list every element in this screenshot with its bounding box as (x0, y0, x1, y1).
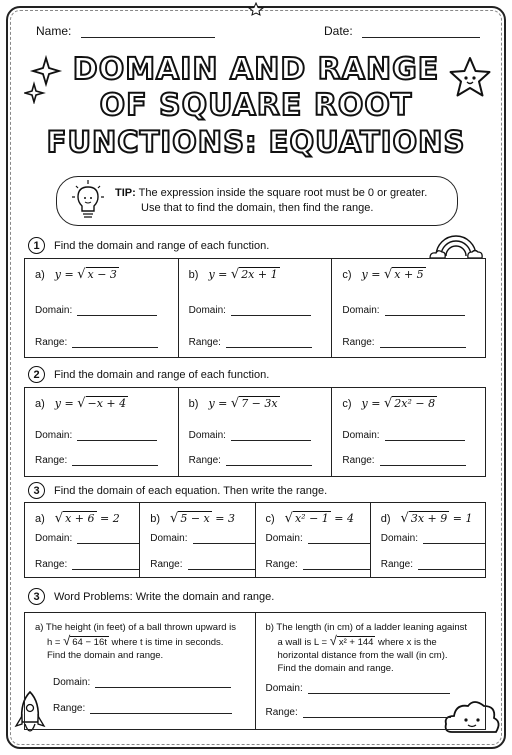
word-problem-line: Find the domain and range. (47, 650, 164, 661)
range-answer-line[interactable] (90, 704, 232, 714)
problem-letter: b) (188, 269, 199, 281)
section-3-grid (24, 502, 486, 578)
range-label: Range: (265, 707, 298, 718)
tip-text (115, 186, 455, 216)
range-field (35, 337, 158, 348)
word-problems-grid (24, 612, 486, 730)
section-number: 3 (28, 482, 45, 499)
problem-letter: c) (265, 513, 275, 525)
problem-3c (266, 511, 355, 526)
section-number: 1 (28, 237, 45, 254)
range-answer-line[interactable] (226, 338, 312, 348)
domain-field (189, 305, 311, 316)
domain-label: Domain: (35, 305, 73, 316)
domain-answer-line[interactable] (77, 306, 157, 316)
range-answer-line[interactable] (418, 560, 486, 570)
range-label: Range: (342, 337, 375, 348)
range-label: Range: (150, 559, 183, 570)
section-1-grid (24, 258, 486, 358)
square-root: √ 5 − x (170, 511, 210, 526)
problem-cell (371, 503, 485, 577)
problem-lhs: y = (54, 268, 74, 281)
problem-1a (35, 267, 119, 282)
range-answer-line[interactable] (188, 560, 256, 570)
radicand: x² + 144 (338, 637, 374, 648)
word-problem-line: b) The length (in cm) of a ladder leaning against (265, 622, 468, 633)
problem-letter: d) (380, 513, 391, 525)
date-line[interactable] (362, 26, 480, 38)
word-problem-line: a) The height (in feet) of a ball thrown upward is (35, 622, 237, 633)
range-label: Range: (35, 455, 68, 466)
range-field (150, 559, 255, 570)
square-root: √ x + 6 (54, 511, 95, 526)
domain-label: Domain: (342, 305, 380, 316)
problem-cell (332, 388, 485, 476)
domain-label: Domain: (150, 533, 188, 544)
problem-cell (256, 503, 371, 577)
radicand: 5 − x (180, 512, 210, 525)
range-field (35, 455, 158, 466)
section-3-heading (28, 482, 327, 499)
problem-cell (25, 388, 179, 476)
range-label: Range: (265, 559, 298, 570)
problem-letter: a) (35, 269, 45, 281)
worksheet-title (40, 52, 472, 160)
domain-field (342, 430, 464, 441)
range-answer-line[interactable] (303, 560, 371, 570)
problem-rhs: = 3 (215, 512, 235, 525)
problem-letter: a) (35, 398, 45, 410)
domain-label: Domain: (188, 305, 226, 316)
formula-prefix: h = (47, 637, 64, 648)
problem-lhs: y = (208, 268, 228, 281)
date-field (324, 24, 480, 38)
square-root: √ 2x + 1 (230, 267, 278, 282)
range-field (342, 455, 465, 466)
square-root: √ x + 5 (383, 267, 424, 282)
word-problem-b (256, 613, 486, 729)
problem-3b (150, 511, 235, 526)
problem-2c (342, 396, 437, 411)
range-answer-line[interactable] (380, 338, 466, 348)
range-field (266, 707, 451, 718)
radicand: 7 − 3x (241, 397, 278, 410)
range-label: Range: (188, 455, 221, 466)
domain-answer-line[interactable] (385, 431, 465, 441)
domain-answer-line[interactable] (423, 534, 485, 544)
problem-2b (189, 396, 280, 411)
word-problem-a (25, 613, 256, 729)
radicand: 2x + 1 (241, 268, 278, 281)
problem-letter: b) (150, 513, 161, 525)
problem-lhs: y = (361, 397, 381, 410)
square-root: √ 3x + 9 (400, 511, 448, 526)
domain-answer-line[interactable] (77, 431, 157, 441)
range-field (342, 337, 465, 348)
square-root: √ x² − 1 (284, 511, 329, 526)
section-instruction: Find the domain and range of each function. (54, 239, 270, 252)
title-line-2: OF SQUARE ROOT (99, 88, 413, 123)
word-problems-heading (28, 588, 274, 605)
range-answer-line[interactable] (303, 708, 451, 718)
problem-rhs: = 1 (452, 512, 473, 525)
problem-lhs: y = (361, 268, 381, 281)
domain-field (342, 305, 464, 316)
tip-box (56, 176, 458, 226)
formula-suffix: where x is the (375, 637, 437, 648)
tip-label: TIP: (115, 187, 136, 199)
word-problem-text (266, 621, 476, 675)
domain-answer-line[interactable] (308, 684, 450, 694)
radicand: −x + 4 (87, 397, 127, 410)
range-field (266, 559, 371, 570)
range-field (35, 559, 140, 570)
title-line-3: FUNCTIONS: EQUATIONS (46, 125, 466, 159)
problem-letter: b) (188, 398, 199, 410)
rainbow-cloud-icon (428, 228, 484, 260)
radicand: 64 − 16t (72, 637, 107, 648)
problem-cell (179, 388, 333, 476)
domain-label: Domain: (53, 677, 91, 688)
problem-cell (25, 503, 140, 577)
top-star-icon (248, 2, 264, 16)
range-label: Range: (35, 559, 68, 570)
square-root: √ x − 3 (77, 267, 117, 282)
domain-label: Domain: (265, 533, 303, 544)
domain-field (35, 533, 139, 544)
radicand: x + 5 (394, 268, 424, 281)
domain-label: Domain: (35, 533, 73, 544)
range-answer-line[interactable] (380, 456, 466, 466)
tip-line-1: The expression inside the square root must be 0 or greater. (138, 187, 428, 199)
domain-answer-line[interactable] (77, 534, 139, 544)
range-answer-line[interactable] (72, 338, 158, 348)
formula-suffix: where t is time in seconds. (108, 637, 224, 648)
word-problem-line (266, 634, 476, 649)
word-problem-line (35, 634, 245, 649)
domain-answer-line[interactable] (231, 306, 311, 316)
section-1-heading (28, 237, 269, 254)
range-label: Range: (342, 455, 375, 466)
radicand: x + 6 (65, 512, 95, 525)
range-field (381, 559, 486, 570)
domain-field (150, 533, 254, 544)
radicand: 2x² − 8 (394, 397, 436, 410)
domain-field (266, 533, 370, 544)
domain-field (35, 430, 157, 441)
problem-3a (35, 511, 120, 526)
problem-2a (35, 396, 128, 411)
problem-cell (140, 503, 255, 577)
range-field (53, 703, 232, 714)
radicand: 3x + 9 (410, 512, 448, 525)
range-answer-line[interactable] (226, 456, 312, 466)
problem-lhs: y = (208, 397, 228, 410)
range-answer-line[interactable] (72, 560, 140, 570)
problem-letter: c) (342, 269, 352, 281)
radicand: x² − 1 (294, 512, 329, 525)
lightbulb-icon (67, 179, 109, 223)
name-line[interactable] (81, 26, 215, 38)
square-root: √ x² + 144 (329, 633, 374, 648)
domain-field (53, 677, 231, 688)
range-label: Range: (35, 337, 68, 348)
section-2-heading (28, 366, 269, 383)
range-label: Range: (53, 703, 86, 714)
problem-1b (189, 267, 280, 282)
problem-letter: c) (342, 398, 352, 410)
range-label: Range: (188, 337, 221, 348)
domain-field (381, 533, 485, 544)
section-2-grid (24, 387, 486, 477)
domain-label: Domain: (265, 683, 303, 694)
range-answer-line[interactable] (72, 456, 158, 466)
domain-field (35, 305, 157, 316)
problem-1c (342, 267, 425, 282)
range-field (189, 455, 312, 466)
problem-cell (332, 259, 485, 357)
formula-prefix: a wall is L = (277, 637, 330, 648)
radicand: x − 3 (87, 268, 117, 281)
word-problem-text (35, 621, 245, 662)
square-root: √ 7 − 3x (230, 396, 278, 411)
name-field (36, 24, 215, 38)
square-root: √ 64 − 16t (63, 633, 107, 648)
title-line-1: DOMAIN AND RANGE (72, 52, 440, 87)
word-problem-line: horizontal distance from the wall (in cm). (277, 650, 448, 661)
domain-answer-line[interactable] (385, 306, 465, 316)
problem-rhs: = 4 (334, 512, 355, 525)
tip-line-2: Use that to find the domain, then find the range. (141, 202, 374, 214)
date-label: Date: (324, 24, 353, 38)
domain-answer-line[interactable] (193, 534, 255, 544)
domain-field (189, 430, 311, 441)
problem-cell (179, 259, 333, 357)
domain-field (266, 683, 450, 694)
domain-label: Domain: (342, 430, 380, 441)
name-label: Name: (36, 24, 72, 38)
domain-answer-line[interactable] (231, 431, 311, 441)
square-root: √ −x + 4 (77, 396, 127, 411)
problem-cell (25, 259, 179, 357)
problem-3d (381, 511, 473, 526)
domain-label: Domain: (380, 533, 418, 544)
section-number: 2 (28, 366, 45, 383)
square-root: √ 2x² − 8 (383, 396, 436, 411)
section-instruction: Find the domain and range of each function. (54, 368, 270, 381)
domain-label: Domain: (188, 430, 226, 441)
section-number: 3 (28, 588, 45, 605)
range-label: Range: (380, 559, 413, 570)
domain-answer-line[interactable] (308, 534, 370, 544)
section-instruction: Find the domain of each equation. Then write the range. (54, 484, 328, 497)
domain-label: Domain: (35, 430, 73, 441)
problem-rhs: = 2 (100, 512, 120, 525)
domain-answer-line[interactable] (95, 678, 231, 688)
problem-lhs: y = (54, 397, 74, 410)
word-problem-line: Find the domain and range. (277, 663, 394, 674)
problem-letter: a) (35, 513, 45, 525)
section-instruction: Word Problems: Write the domain and range. (54, 590, 275, 603)
range-field (189, 337, 312, 348)
